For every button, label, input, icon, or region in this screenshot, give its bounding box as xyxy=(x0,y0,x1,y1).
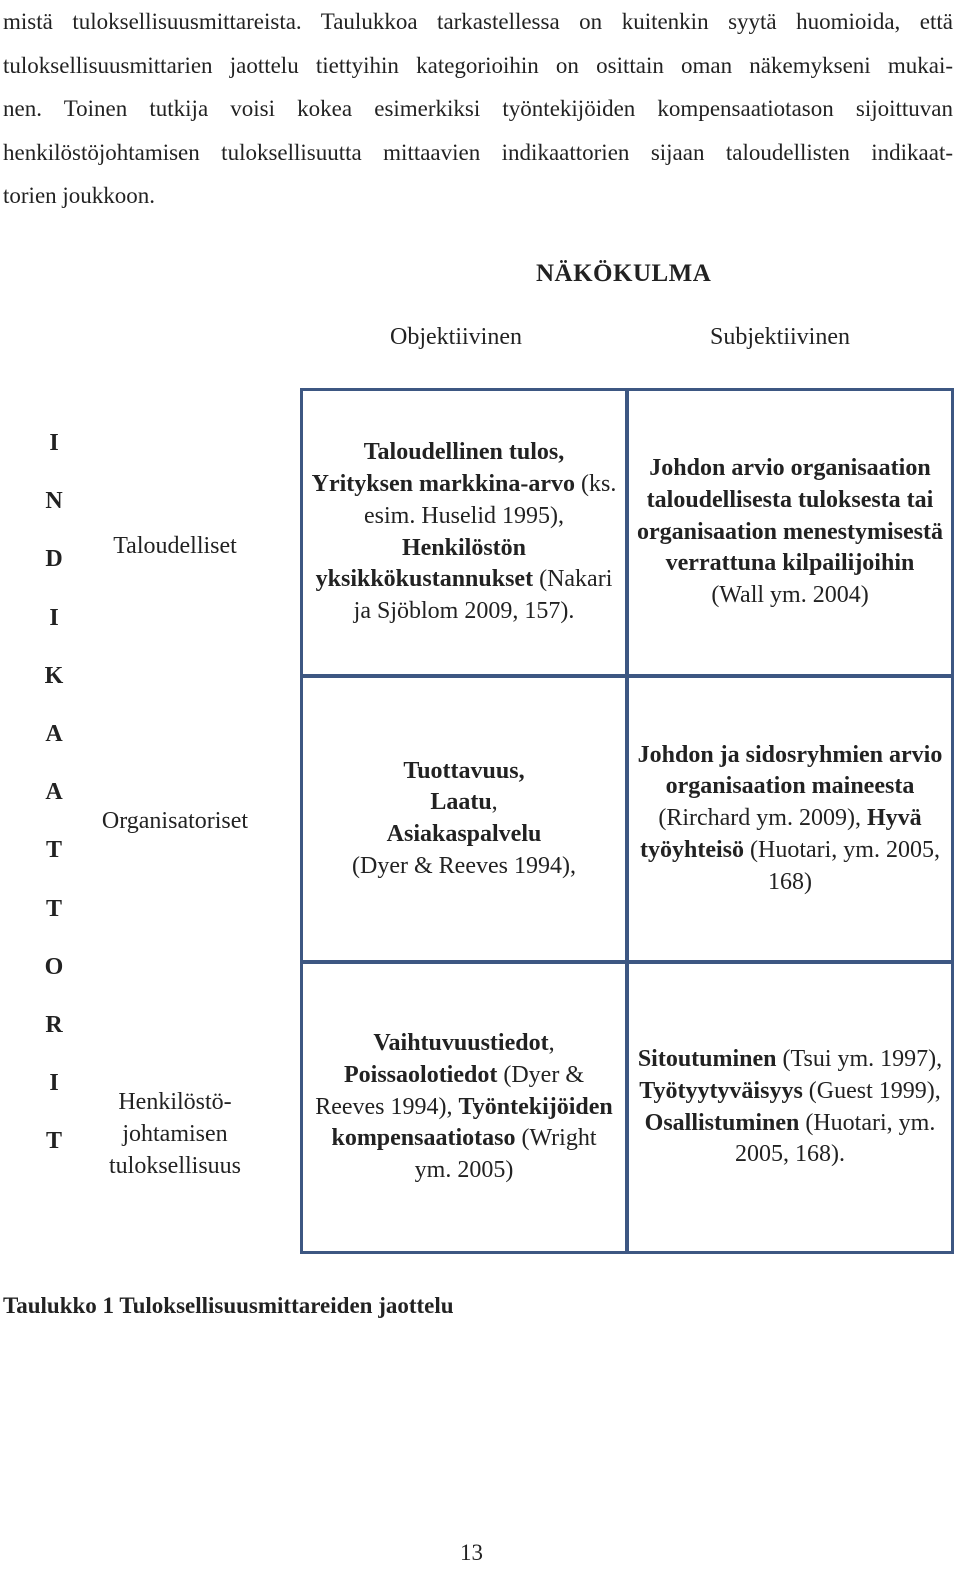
table-caption: Taulukko 1 Tuloksellisuusmittareiden jaottelu xyxy=(3,1293,454,1318)
vertical-letter: I xyxy=(49,604,59,631)
intro-line: torien joukkoon. xyxy=(3,183,156,208)
cell-hrm-objective xyxy=(303,964,625,1251)
cell-financial-subjective xyxy=(629,391,951,674)
intro-line: tuloksellisuusmittarien jaottelu tiettyihin kategorioihin on osittain oman näkemykseni mukai- xyxy=(3,52,953,78)
row-label-henkilostojohtaminen xyxy=(80,1086,270,1182)
cell-financial-objective xyxy=(303,391,625,674)
cell-text: (Guest 1999), xyxy=(802,1077,941,1104)
cell-bold-text: Hyvä työyhteisö xyxy=(640,805,922,863)
vertical-letter: O xyxy=(44,953,64,980)
cell-bold-text: Vaihtuvuustiedot xyxy=(373,1030,549,1057)
vertical-letter: T xyxy=(45,837,62,864)
cell-text: (Wright ym. 2005) xyxy=(414,1125,597,1184)
cell-text: (Dyer & Reeves 1994), xyxy=(315,1061,584,1120)
column-header-subjective: Subjektiivinen xyxy=(710,324,850,350)
cell-text: , xyxy=(491,789,498,816)
cell-bold-text: Asiakaspalvelu xyxy=(386,821,542,847)
vertical-indikaattorit-label xyxy=(40,428,68,1184)
row-label-line: tuloksellisuus xyxy=(108,1153,241,1179)
page-number: 13 xyxy=(460,1540,483,1565)
intro-line: mistä tuloksellisuusmittareista. Taulukkoa tarkastellessa on kuitenkin syytä huomioida, että xyxy=(3,9,953,34)
intro-paragraph xyxy=(3,0,953,218)
vertical-letter: N xyxy=(45,488,63,515)
cell-bold-text: Tuottavuus, xyxy=(403,757,525,784)
vertical-letter: T xyxy=(45,1128,62,1155)
cell-bold-text: Taloudellinen tulos, Yrityksen markkina-arvo xyxy=(311,439,575,498)
cell-text: , xyxy=(548,1030,555,1057)
row-label-taloudelliset: Taloudelliset xyxy=(113,533,237,559)
vertical-letter: I xyxy=(49,430,59,456)
cell-organizational-objective xyxy=(303,678,625,960)
cell-text: (Dyer & Reeves 1994), xyxy=(352,852,576,879)
cell-bold-text: Poissaolotiedot xyxy=(344,1061,498,1088)
column-header-objective: Objektiivinen xyxy=(390,324,522,350)
cell-bold-text: Henkilöstön yksikkökustannukset xyxy=(315,534,534,593)
row-label-line: Henkilöstö- xyxy=(118,1089,232,1115)
cell-bold-text: Laatu xyxy=(430,789,492,816)
vertical-letter: T xyxy=(45,895,62,922)
row-label-organisatoriset: Organisatoriset xyxy=(101,808,249,834)
table-heading: NÄKÖKULMA xyxy=(536,260,712,287)
cell-text: (Tsui ym. 1997), xyxy=(776,1046,943,1073)
cell-text: (Wall ym. 2004) xyxy=(711,582,869,609)
cell-text: (Rirchard ym. 2009), xyxy=(658,805,867,832)
cell-bold-text: Työntekijöiden kompensaatiotaso xyxy=(331,1093,613,1152)
cell-text: (Nakari ja Sjöblom 2009, 157). xyxy=(353,566,613,624)
cell-text: (Huotari, ym. 2005, 168). xyxy=(735,1109,936,1168)
intro-line: nen. Toinen tutkija voisi kokea esimerkiksi työntekijöiden kompensaatiotason sijoittuvan xyxy=(3,96,953,121)
row-label-line: johtamisen xyxy=(122,1121,228,1147)
cell-text: (Huotari, ym. 2005, 168) xyxy=(744,836,940,895)
cell-bold-text: Johdon ja sidosryhmien arvio organisaation maineesta xyxy=(637,741,943,800)
vertical-letter: K xyxy=(44,662,64,689)
vertical-letter: A xyxy=(45,720,63,747)
intro-line: henkilöstöjohtamisen tuloksellisuutta mittaavien indikaattorien sijaan taloudellisten indikaat- xyxy=(3,139,953,165)
cell-organizational-subjective xyxy=(629,678,951,960)
cell-bold-text: Johdon arvio organisaation taloudellisesta tuloksesta tai organisaation menestymisestä verrattuna kilpailijoihin xyxy=(637,455,943,577)
cell-text: (ks. esim. Huselid 1995), xyxy=(364,471,617,529)
cell-bold-text: Osallistuminen xyxy=(644,1109,800,1136)
cell-bold-text: Työtyytyväisyys xyxy=(639,1077,803,1104)
cell-hrm-subjective xyxy=(629,964,951,1251)
vertical-letter: I xyxy=(49,1070,59,1097)
cell-bold-text: Sitoutuminen xyxy=(637,1046,777,1073)
vertical-letter: R xyxy=(45,1011,63,1038)
vertical-letter: D xyxy=(45,546,63,573)
vertical-letter: A xyxy=(45,779,63,806)
